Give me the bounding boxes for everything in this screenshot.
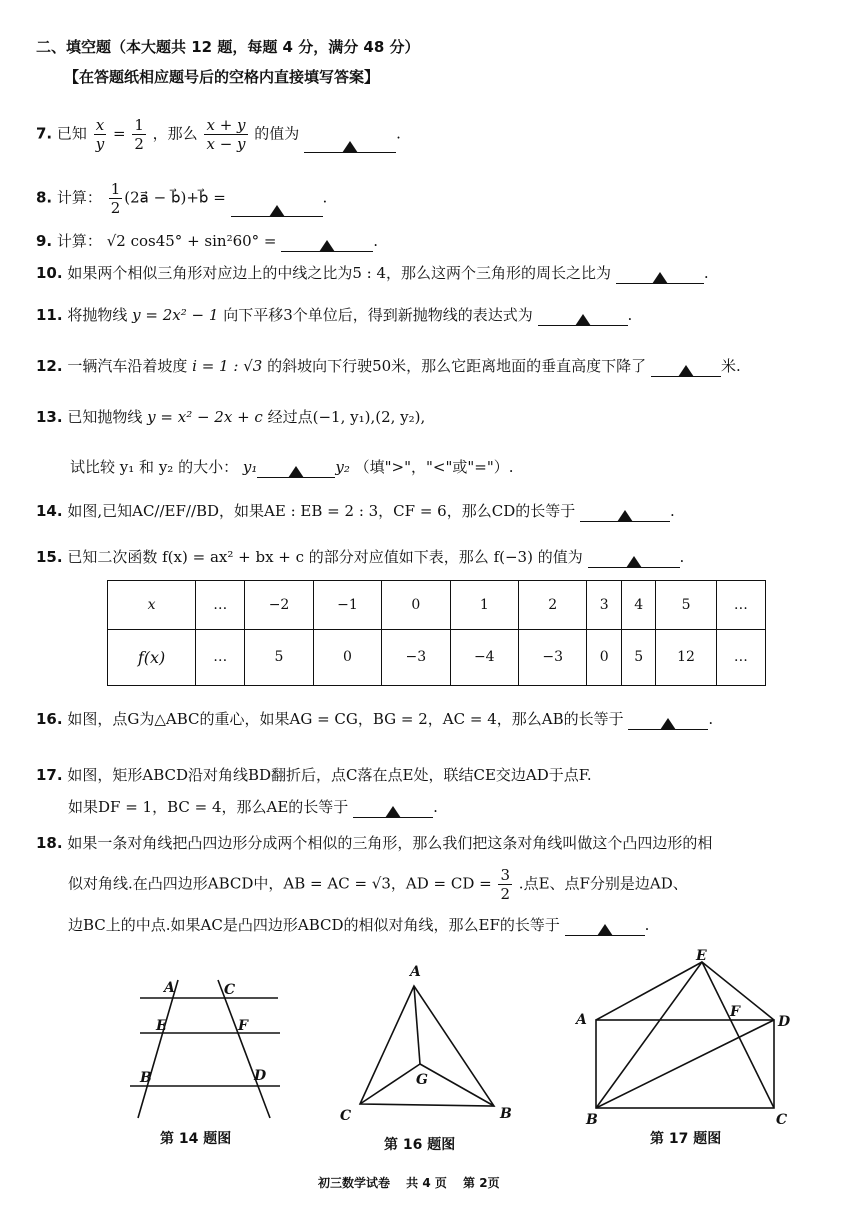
fraction-three-halves: $\frac{3}{2}$ <box>500 866 511 903</box>
label-a: A <box>576 1012 587 1028</box>
answer-blank[interactable] <box>281 233 373 252</box>
table-cell: … <box>716 581 765 630</box>
figure-17-caption: 第 17 题图 <box>650 1131 722 1147</box>
question-15: 15. 已知二次函数 f(x) = ax² + bx + c 的部分对应值如下表，那么 f(−3) 的值为 . <box>36 548 685 566</box>
table-cell: −3 <box>382 629 450 685</box>
table-cell: 5 <box>656 581 716 630</box>
table-cell: 1 <box>450 581 518 630</box>
table-cell: 4 <box>621 581 656 630</box>
table-cell: … <box>716 629 765 685</box>
question-18-line-2: 似对角线.在凸四边形ABCD中，AB = AC = √3，AD = CD = $\frac{3}{2}$ .点E、点F分别是边AD、 <box>68 866 688 903</box>
question-8: 8. 计算： $\frac{1}{2}$ (2a⃗ − b⃗)+b⃗ = . <box>36 180 328 217</box>
question-9: 9. 计算： √2 cos45° + sin²60° = . <box>36 232 379 250</box>
question-17: 17. 如图，矩形ABCD沿对角线BD翻折后，点C落在点E处，联结CE交边AD于点F. <box>36 766 592 784</box>
segment-ce <box>702 962 774 1108</box>
triangle-marker-icon <box>617 510 633 522</box>
value-table <box>107 580 766 686</box>
answer-blank[interactable] <box>651 358 721 377</box>
table-cell: −3 <box>518 629 586 685</box>
table-cell: 0 <box>587 629 622 685</box>
fraction-one-half: $\frac{1}{2}$ <box>110 180 121 217</box>
table-cell: 3 <box>587 581 622 630</box>
transversal-left <box>138 980 178 1118</box>
label-d: D <box>778 1014 791 1030</box>
answer-blank[interactable] <box>231 198 323 217</box>
table-cell: 0 <box>382 581 450 630</box>
table-cell: … <box>196 629 245 685</box>
triangle-marker-icon <box>269 205 285 217</box>
transversal-right <box>218 980 270 1118</box>
table-cell: … <box>196 581 245 630</box>
triangle-marker-icon <box>342 141 358 153</box>
answer-blank[interactable] <box>538 307 628 326</box>
table-row <box>108 629 766 685</box>
figure-17 <box>570 946 800 1126</box>
label-e: E <box>156 1018 167 1034</box>
figure-16-caption: 第 16 题图 <box>384 1137 456 1153</box>
answer-blank[interactable] <box>304 134 396 153</box>
answer-blank[interactable] <box>353 799 433 818</box>
triangle-abc <box>360 986 494 1106</box>
page-footer: 初三数学试卷 共 4 页 第 2页 <box>318 1176 500 1190</box>
label-c: C <box>776 1112 788 1126</box>
question-18: 18. 如果一条对角线把凸四边形分成两个相似的三角形，那么我们把这条对角线叫做这个凸四边形的相 <box>36 834 713 852</box>
question-14: 14. 如图,已知AC//EF//BD，如果AE : EB = 2 : 3，CF = 6，那么CD的长等于 . <box>36 502 675 520</box>
answer-blank[interactable] <box>588 549 680 568</box>
question-18-line-3: 边BC上的中点.如果AC是凸四边形ABCD的相似对角线，那么EF的长等于 . <box>68 916 650 934</box>
table-cell: x <box>108 581 196 630</box>
triangle-marker-icon <box>626 556 642 568</box>
answer-blank[interactable] <box>565 917 645 936</box>
answer-blank[interactable] <box>628 711 708 730</box>
fraction-one-half: $\frac{1}{2}$ <box>134 116 144 153</box>
label-d: D <box>254 1068 267 1084</box>
section-instruction: 【在答题纸相应题号后的空格内直接填写答案】 <box>64 68 380 86</box>
question-17-line-2: 如果DF = 1，BC = 4，那么AE的长等于 . <box>68 798 438 816</box>
table-cell: 0 <box>313 629 381 685</box>
segment-ae <box>596 962 702 1020</box>
label-f: F <box>730 1004 740 1020</box>
table-cell: f(x) <box>108 629 196 685</box>
table-row <box>108 581 766 630</box>
answer-blank[interactable] <box>580 503 670 522</box>
table-cell: −4 <box>450 629 518 685</box>
table-cell: 5 <box>621 629 656 685</box>
diagonal-bd <box>596 1020 774 1108</box>
table-cell: −1 <box>313 581 381 630</box>
label-c: C <box>340 1108 352 1124</box>
table-cell: −2 <box>245 581 313 630</box>
table-cell: 12 <box>656 629 716 685</box>
triangle-marker-icon <box>660 718 676 730</box>
question-number: 7. <box>36 124 53 143</box>
figure-16 <box>330 960 520 1130</box>
segment-ag <box>414 986 420 1064</box>
label-a: A <box>164 980 175 996</box>
label-b: B <box>140 1070 152 1086</box>
figure-14-caption: 第 14 题图 <box>160 1131 232 1147</box>
question-11: 11. 将抛物线 y = 2x² − 1 向下平移3个单位后，得到新抛物线的表达式为 . <box>36 306 633 324</box>
triangle-marker-icon <box>288 466 304 478</box>
question-10: 10. 如果两个相似三角形对应边上的中线之比为5 : 4，那么这两个三角形的周长之比为 . <box>36 264 709 282</box>
label-b: B <box>500 1106 512 1122</box>
segment-bg <box>420 1064 494 1106</box>
fraction-sum-over-difference: $\frac{x + y}{x - y}$ <box>206 116 246 153</box>
table-cell: 2 <box>518 581 586 630</box>
question-16: 16. 如图，点G为△ABC的重心，如果AG = CG，BG = 2，AC = 4，那么AB的长等于 . <box>36 710 714 728</box>
label-g: G <box>416 1072 428 1088</box>
answer-blank[interactable] <box>616 265 704 284</box>
fraction-x-over-y: $\frac{x}{y}$ <box>95 116 105 153</box>
question-13: 13. 已知抛物线 y = x² − 2x + c 经过点(−1, y₁),(2, y₂), <box>36 408 426 426</box>
label-a: A <box>410 964 421 980</box>
triangle-marker-icon <box>575 314 591 326</box>
triangle-marker-icon <box>597 924 613 936</box>
figure-14 <box>120 968 300 1128</box>
triangle-marker-icon <box>652 272 668 284</box>
question-7: 7. 已知 $\frac{x}{y}$ = $\frac{1}{2}$ ，那么 $\frac{x + y}{x - y}$ 的值为 . <box>36 116 401 153</box>
question-12: 12. 一辆汽车沿着坡度 i = 1 : √3 的斜坡向下行驶50米，那么它距离地面的垂直高度下降了 米. <box>36 357 741 375</box>
question-13-line-2: 试比较 y₁ 和 y₂ 的大小： y₁ y₂ （填">"，"<"或"="）. <box>70 458 514 476</box>
label-b: B <box>586 1112 598 1126</box>
triangle-marker-icon <box>319 240 335 252</box>
triangle-marker-icon <box>678 365 694 377</box>
section-title: 二、填空题（本大题共 12 题，每题 4 分，满分 48 分） <box>36 38 420 56</box>
answer-blank[interactable] <box>257 459 335 478</box>
triangle-marker-icon <box>385 806 401 818</box>
folded-triangle-bed <box>596 962 774 1108</box>
label-f: F <box>238 1018 248 1034</box>
label-c: C <box>224 982 236 998</box>
table-cell: 5 <box>245 629 313 685</box>
label-e: E <box>696 948 707 964</box>
